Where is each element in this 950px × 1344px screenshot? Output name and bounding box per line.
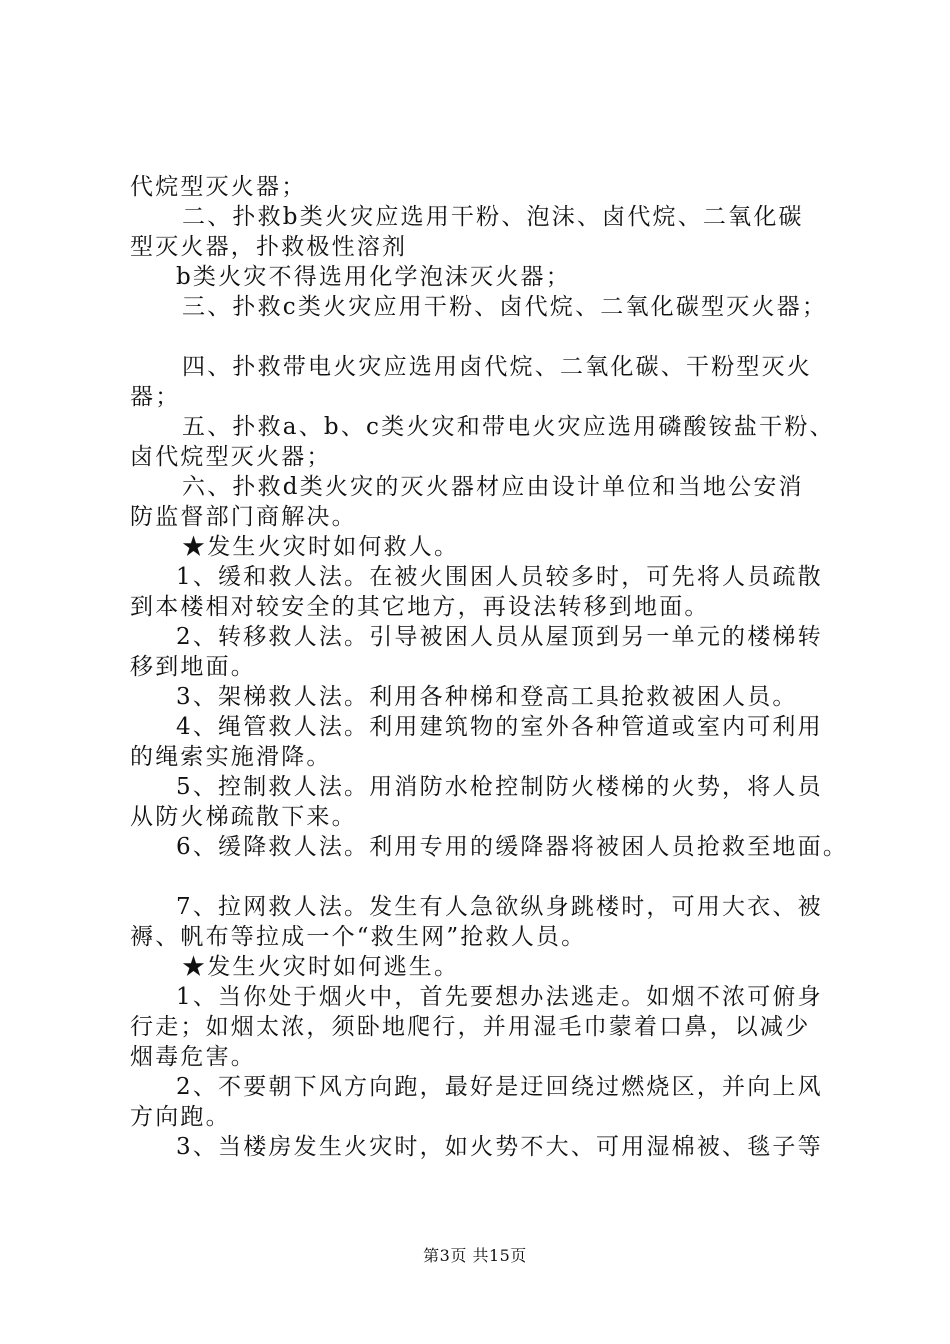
text-line: 1、当你处于烟火中，首先要想办法逃走。如烟不浓可俯身 [176, 984, 823, 1010]
text-line: 方向跑。 [130, 1104, 231, 1130]
text-line: 卤代烷型灭火器； [130, 444, 332, 470]
text-line: 行走；如烟太浓，须卧地爬行，并用湿毛巾蒙着口鼻，以减少 [130, 1014, 811, 1040]
text-line: 3、当楼房发生火灾时，如火势不大、可用湿棉被、毯子等 [176, 1134, 823, 1160]
text-line: 器； [130, 384, 181, 410]
document-body [130, 172, 849, 1162]
text-line: 2、不要朝下风方向跑，最好是迂回绕过燃烧区，并向上风 [176, 1074, 823, 1100]
blank-line [130, 862, 842, 892]
section-heading: ★发生火灾时如何救人。 [182, 534, 460, 560]
text-line: 四、扑救带电火灾应选用卤代烷、二氧化碳、干粉型灭火 [182, 354, 812, 380]
text-line: 五、扑救a、b、c类火灾和带电火灾应选用磷酸铵盐干粉、 [182, 414, 835, 440]
text-line: 六、扑救d类火灾的灭火器材应由设计单位和当地公安消 [182, 474, 804, 500]
text-line: 5、控制救人法。用消防水枪控制防火楼梯的火势，将人员 [176, 774, 823, 800]
text-line: 三、扑救c类火灾应用干粉、卤代烷、二氧化碳型灭火器； [182, 294, 828, 320]
text-line: 4、绳管救人法。利用建筑物的室外各种管道或室内可利用 [176, 714, 823, 740]
text-line: 烟毒危害。 [130, 1044, 256, 1070]
blank-line [130, 322, 842, 352]
text-line: 7、拉网救人法。发生有人急欲纵身跳楼时，可用大衣、被 [176, 894, 823, 920]
text-line: 防监督部门商解决。 [130, 504, 357, 530]
section-heading: ★发生火灾时如何逃生。 [182, 954, 460, 980]
text-line: 型灭火器，扑救极性溶剂 [130, 234, 408, 260]
text-line: b类火灾不得选用化学泡沫灭火器； [176, 264, 571, 290]
text-line: 的绳索实施滑降。 [130, 744, 332, 770]
text-line: 到本楼相对较安全的其它地方，再设法转移到地面。 [130, 594, 710, 620]
text-line: 从防火梯疏散下来。 [130, 804, 357, 830]
text-line: 3、架梯救人法。利用各种梯和登高工具抢救被困人员。 [176, 684, 798, 710]
text-line: 2、转移救人法。引导被困人员从屋顶到另一单元的楼梯转 [176, 624, 823, 650]
text-line: 褥、帆布等拉成一个“救生网”抢救人员。 [130, 924, 587, 950]
text-line: 移到地面。 [130, 654, 256, 680]
text-line: 6、缓降救人法。利用专用的缓降器将被困人员抢救至地面。 [176, 834, 849, 860]
page-footer: 第3页 共15页 [423, 1246, 527, 1265]
text-line: 二、扑救b类火灾应选用干粉、泡沫、卤代烷、二氧化碳 [182, 204, 804, 230]
text-line: 代烷型灭火器； [130, 174, 307, 200]
text-line: 1、缓和救人法。在被火围困人员较多时，可先将人员疏散 [176, 564, 823, 590]
